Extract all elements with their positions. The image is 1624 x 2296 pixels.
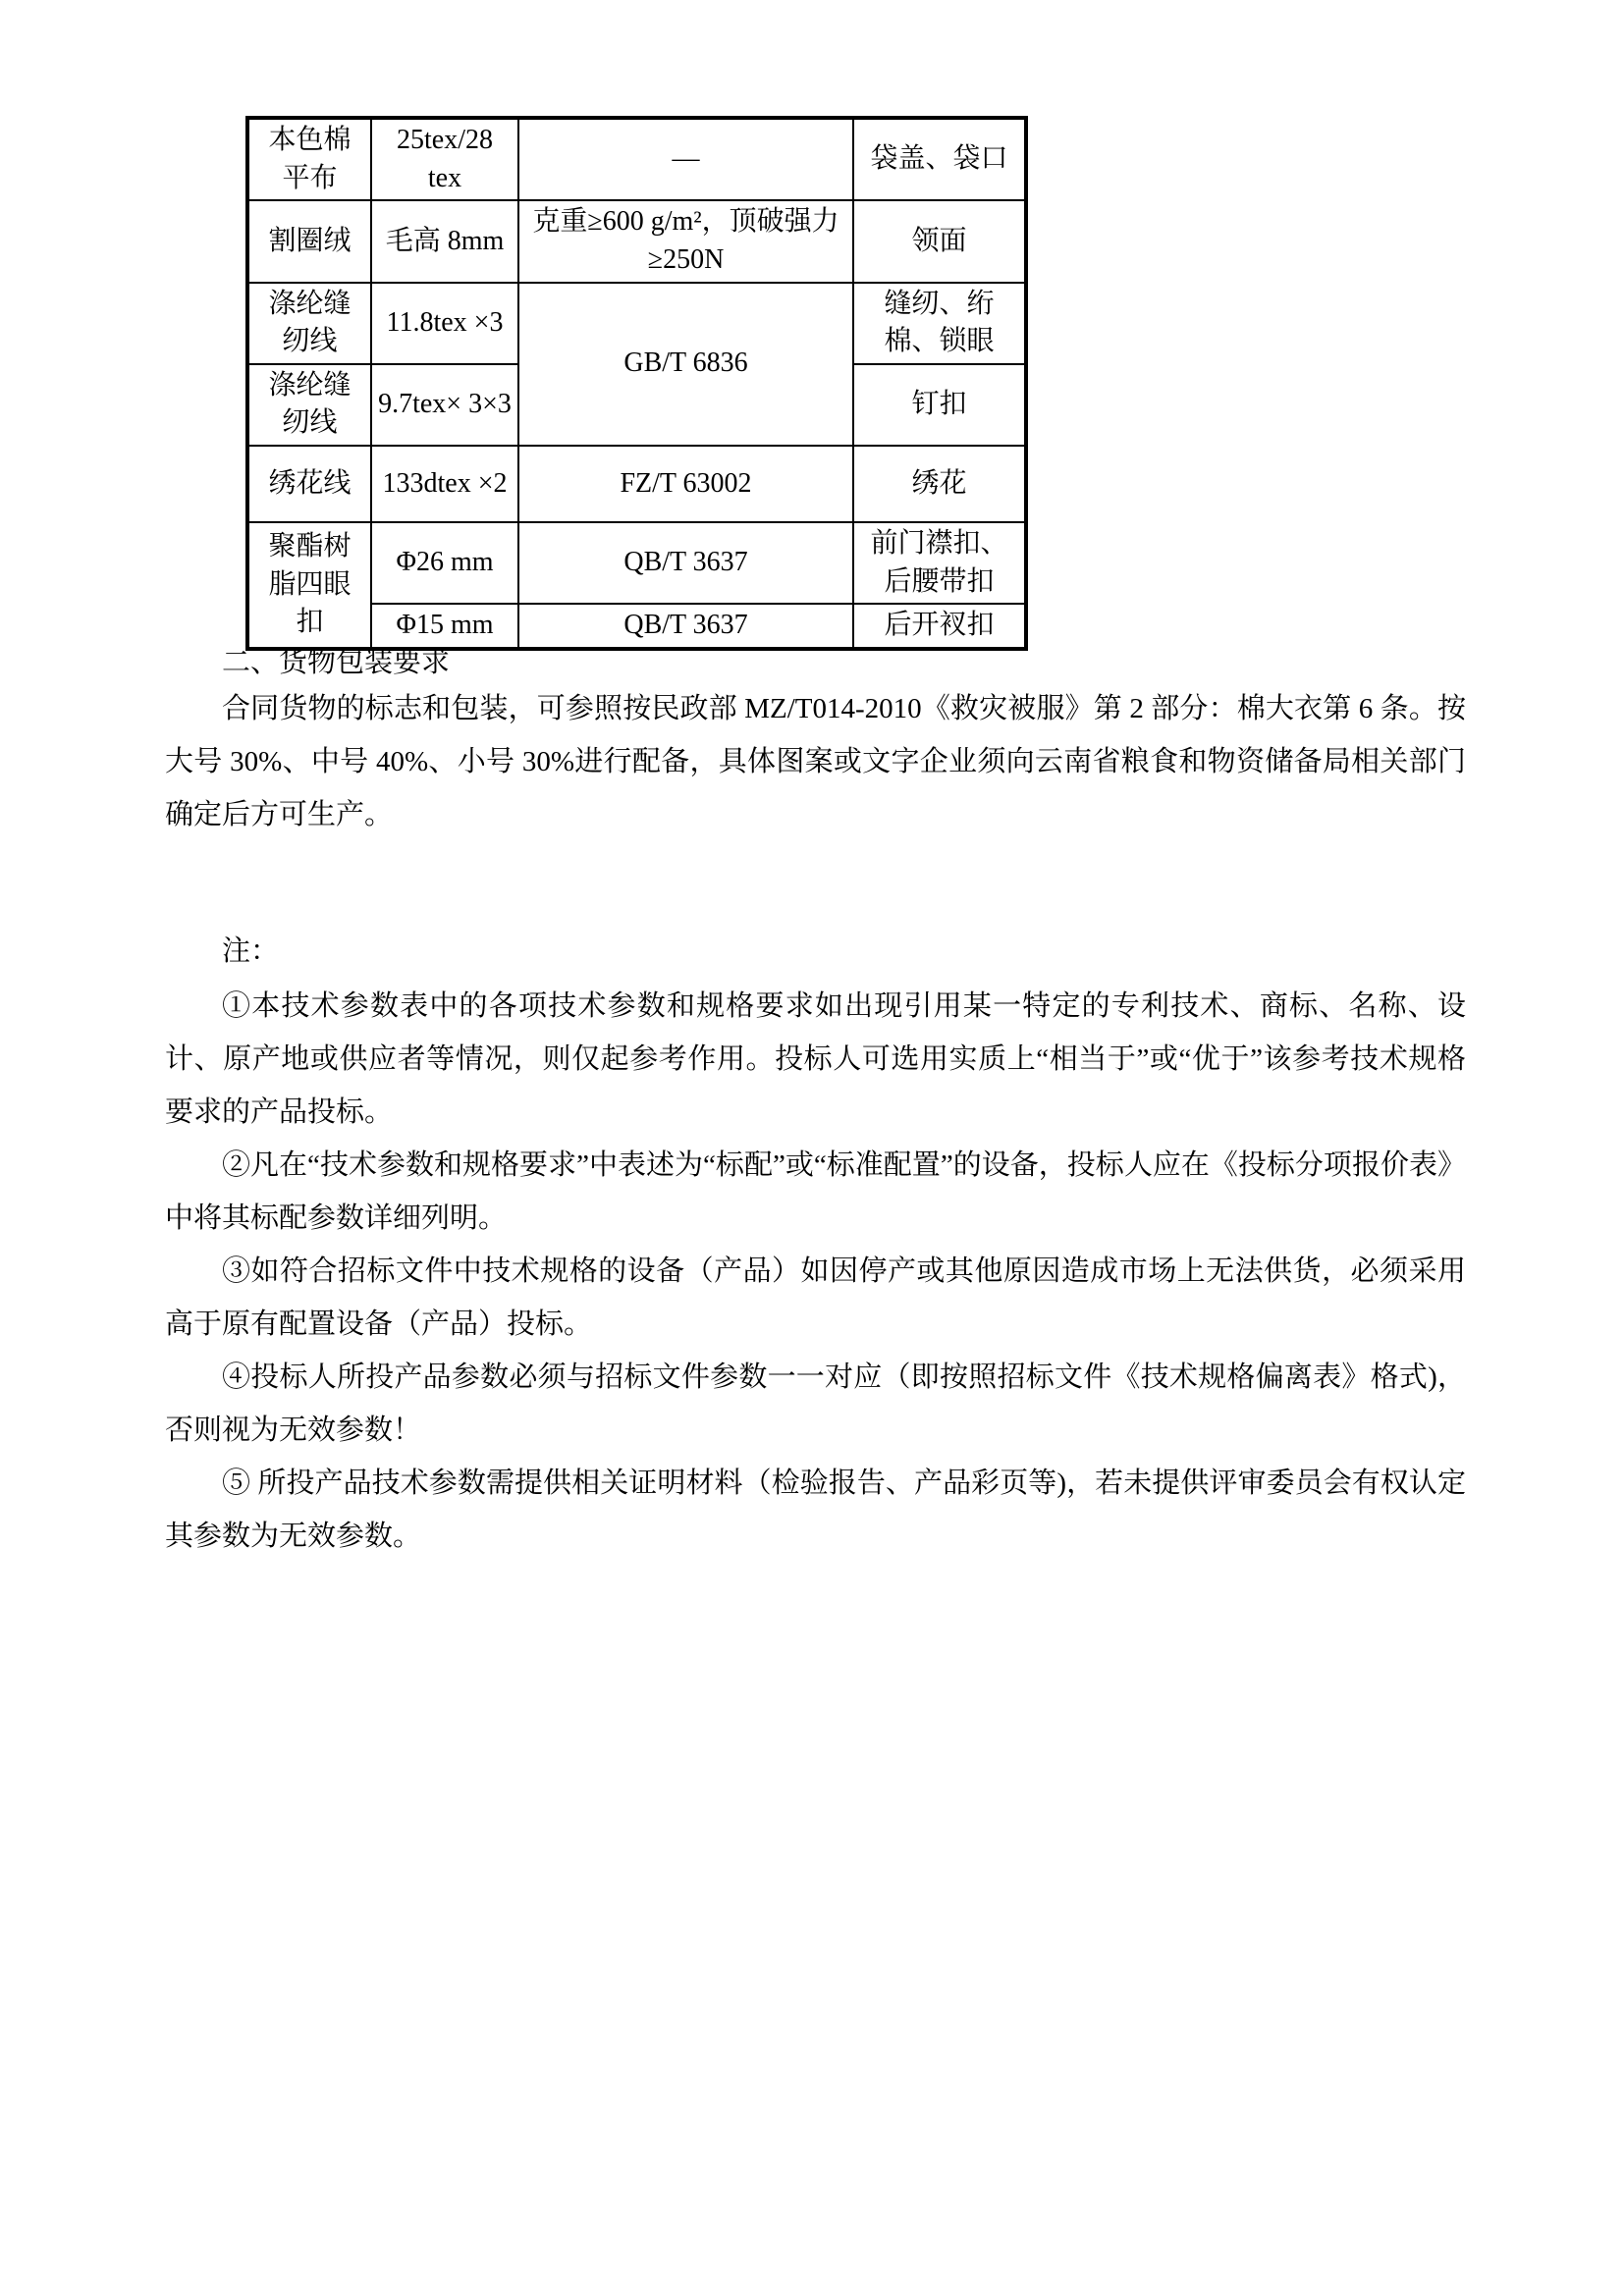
notes-section	[165, 925, 1466, 978]
notes-heading: 注：	[222, 935, 280, 967]
table-cell-spec: 25tex/28 tex	[371, 118, 518, 200]
table-cell-standard: QB/T 3637	[518, 522, 853, 604]
table-row	[247, 118, 1026, 200]
table-cell-spec: 11.8tex ×3	[371, 283, 518, 364]
table-cell-usage: 后开衩扣	[853, 604, 1026, 649]
table-cell-material: 绣花线	[247, 446, 371, 522]
packaging-body	[165, 682, 1466, 841]
table-cell-spec: Φ15 mm	[371, 604, 518, 649]
table-cell-usage: 绣花	[853, 446, 1026, 522]
table-cell-spec: 133dtex ×2	[371, 446, 518, 522]
notes-list	[165, 980, 1466, 1563]
table-cell-material: 割圈绒	[247, 200, 371, 282]
note-item-3: ③如符合招标文件中技术规格的设备（产品）如因停产或其他原因造成市场上无法供货，必须采用高于原有配置设备（产品）投标。	[165, 1255, 1466, 1340]
table-cell-standard: FZ/T 63002	[518, 446, 853, 522]
table-cell-standard: 克重≥600 g/m²，顶破强力≥250N	[518, 200, 853, 282]
table-cell-spec: Φ26 mm	[371, 522, 518, 604]
note-item-2: ②凡在“技术参数和规格要求”中表述为“标配”或“标准配置”的设备，投标人应在《投标分项报价表》中将其标配参数详细列明。	[165, 1149, 1466, 1234]
spec-table	[245, 116, 1028, 651]
table-cell-standard: QB/T 3637	[518, 604, 853, 649]
table-cell-material: 本色棉平布	[247, 118, 371, 200]
table-cell-spec: 毛高 8mm	[371, 200, 518, 282]
note-item-4: ④投标人所投产品参数必须与招标文件参数一一对应（即按照招标文件《技术规格偏离表》格式)，否则视为无效参数！	[165, 1362, 1466, 1446]
note-item-1: ①本技术参数表中的各项技术参数和规格要求如出现引用某一特定的专利技术、商标、名称、设计、原产地或供应者等情况，则仅起参考作用。投标人可选用实质上“相当于”或“优于”该参考技术规格要求的产品投标。	[165, 990, 1466, 1128]
packaging-paragraph: 合同货物的标志和包装，可参照按民政部 MZ/T014-2010《救灾被服》第 2 部分：棉大衣第 6 条。按大号 30%、中号 40%、小号 30%进行配备，具体图案或文字企业须向云南省粮食和物资储备局相关部门确定后方可生产。	[165, 693, 1466, 830]
table-cell-usage: 缝纫、绗棉、锁眼	[853, 283, 1026, 364]
packaging-section	[165, 636, 1466, 689]
table-cell-material: 聚酯树脂四眼扣	[247, 522, 371, 649]
table-cell-standard: GB/T 6836	[518, 283, 853, 447]
table-row	[247, 446, 1026, 522]
table-cell-material: 涤纶缝纫线	[247, 364, 371, 446]
table-cell-usage: 领面	[853, 200, 1026, 282]
table-cell-spec: 9.7tex× 3×3	[371, 364, 518, 446]
table-cell-standard: —	[518, 118, 853, 200]
table-row	[247, 522, 1026, 604]
table-row	[247, 283, 1026, 364]
packaging-heading: 二、货物包装要求	[222, 647, 451, 678]
table-cell-usage: 钉扣	[853, 364, 1026, 446]
table-row	[247, 200, 1026, 282]
table-cell-material: 涤纶缝纫线	[247, 283, 371, 364]
note-item-5: ⑤ 所投产品技术参数需提供相关证明材料（检验报告、产品彩页等)，若未提供评审委员会有权认定其参数为无效参数。	[165, 1468, 1466, 1552]
table-cell-usage: 袋盖、袋口	[853, 118, 1026, 200]
table-cell-usage: 前门襟扣、后腰带扣	[853, 522, 1026, 604]
